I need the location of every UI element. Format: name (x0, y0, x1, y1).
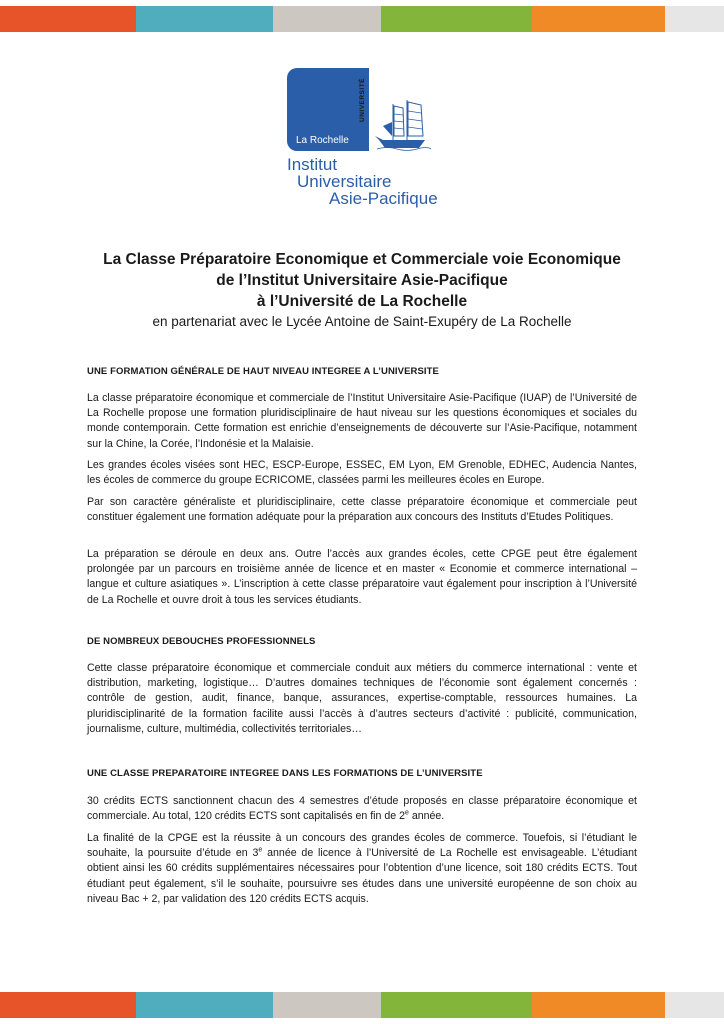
band-segment-amber (532, 6, 665, 32)
band-segment-light (665, 992, 724, 1018)
document-title (60, 249, 664, 331)
band-segment-orange (0, 6, 136, 32)
section-heading-formation: UNE FORMATION GÉNÉRALE DE HAUT NIVEAU INTEGREE A L’UNIVERSITE (87, 366, 439, 377)
title-line-3: à l’Université de La Rochelle (256, 293, 468, 310)
paragraph: Par son caractère généraliste et pluridisciplinaire, cette classe préparatoire économique et commerciale peut constituer également une formation adéquate pour la préparation aux concours des Instituts d’Etudes Politiques. (87, 496, 637, 524)
superscript: e (258, 846, 263, 854)
logo-name-line2: Universitaire (297, 172, 392, 191)
band-segment-grey (273, 6, 381, 32)
paragraph-text: La finalité de la CPGE est la réussite à un concours des grandes écoles de commerce. Touefois, si l’étudiant le souhaite, la poursuite d’étude en 3 (87, 832, 637, 860)
paragraph: Les grandes écoles visées sont HEC, ESCP-Europe, ESSEC, EM Lyon, EM Grenoble, EDHEC, Audencia Nantes, les écoles de commerce du groupe ECRICOME, classées parmi les meilleures écoles en Europe. (87, 459, 637, 487)
logo-vertical-text: UNIVERSITÉ (359, 78, 366, 123)
institut-logo (287, 68, 437, 218)
paragraph: La classe préparatoire économique et commerciale de l’Institut Universitaire Asie-Pacifique (IUAP) de l’Université de La Rochelle propose une formation pluridisciplinaire de haut niveau sur les questions économiques et sociales du monde contemporain. Cette formation est enrichie d’enseignements de découverte sur l’Asie-Pacifique, notamment sur la Chine, la Corée, l’Indonésie et la Malaisie. (87, 392, 637, 450)
paragraph-text: année de licence à l’Université de La Rochelle est envisageable. L’étudiant obtient ainsi les 60 crédits supplémentaires nécessaires pour l’obtention d’une licence, soit 180 crédits ECTS. Tout étudiant peut également, s’il le souhaite, poursuivre ses études dans une université européenne de son choix au niveau Bac + 2, par validation des 120 crédits ECTS acquis. (87, 847, 638, 905)
bottom-color-band (0, 992, 724, 1018)
logo-institute-name (287, 155, 438, 208)
band-segment-teal (136, 992, 273, 1018)
paragraph-text: 30 crédits ECTS sanctionnent chacun des 4 semestres d’étude proposés en classe préparatoire économique et commerciale. Au total, 120 crédits ECTS sont capitalisés en fin de 2 (87, 795, 637, 823)
paragraph (87, 831, 637, 907)
band-segment-green (381, 6, 532, 32)
section-heading-integree: UNE CLASSE PREPARATOIRE INTEGREE DANS LES FORMATIONS DE L’UNIVERSITE (87, 768, 483, 779)
paragraph: La préparation se déroule en deux ans. Outre l’accès aux grandes écoles, cette CPGE peut être également prolongée par un parcours en troisième année de licence et en master « Economie et commerce international – langue et culture asiatiques ». L’inscription à cette classe préparatoire vaut également pour inscription à l’Université de La Rochelle et ouvre droit à tous les services étudiants. (87, 548, 637, 606)
band-segment-amber (532, 992, 665, 1018)
band-segment-teal (136, 6, 273, 32)
logo-city: La Rochelle (296, 135, 349, 146)
title-subtitle: en partenariat avec le Lycée Antoine de Saint-Exupéry de La Rochelle (152, 314, 572, 329)
paragraph-text: année. (408, 810, 445, 823)
band-segment-grey (273, 992, 381, 1018)
paragraph (87, 794, 637, 824)
logo-name-line3: Asie-Pacifique (329, 189, 438, 208)
band-segment-light (665, 6, 724, 32)
band-segment-green (381, 992, 532, 1018)
top-color-band (0, 6, 724, 32)
band-segment-orange (0, 992, 136, 1018)
title-line-2: de l’Institut Universitaire Asie-Pacifique (216, 272, 508, 289)
paragraph: Cette classe préparatoire économique et commerciale conduit aux métiers du commerce international : vente et distribution, marketing, logistique… D’autres domaines techniques de l’économie sont également concernés : contrôle de gestion, audit, finance, banque, assurances, expertise-comptable, ressources humaines. La pluridisciplinarité de la formation facilite aussi l’accès à d’autres secteurs d’activité : publicité, communication, journalisme, culture, multimédia, collectivités territoriales… (87, 662, 637, 735)
title-line-1: La Classe Préparatoire Economique et Commerciale voie Economique (103, 251, 621, 268)
section-heading-debouches: DE NOMBREUX DEBOUCHES PROFESSIONNELS (87, 636, 316, 647)
junk-ship-icon (373, 96, 433, 152)
superscript: e (404, 809, 409, 817)
logo-name-line1: Institut (287, 155, 338, 174)
